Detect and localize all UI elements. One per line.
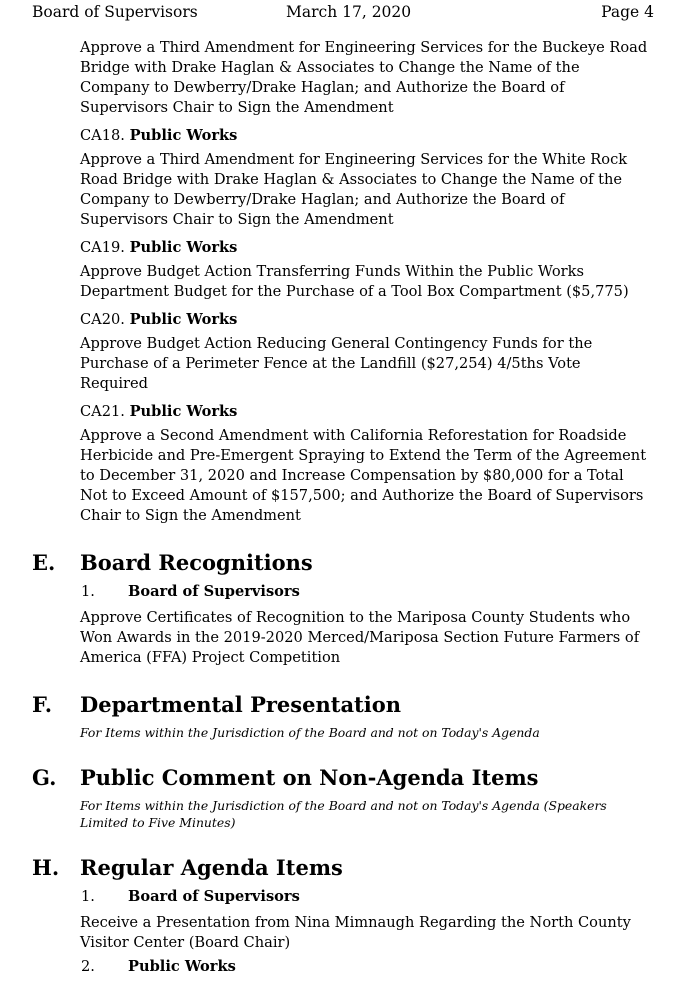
agenda-item-title: Board of Supervisors [128, 583, 300, 600]
section-letter: H. [32, 855, 60, 880]
agenda-item-number: 2. [81, 958, 95, 975]
agenda-item-number: 1. [81, 583, 95, 600]
consent-item-heading [80, 126, 652, 146]
consent-item-dept: Public Works [129, 127, 238, 144]
section-letter: G. [32, 765, 57, 790]
consent-item-heading [80, 238, 652, 258]
agenda-item-title: Board of Supervisors [128, 888, 300, 905]
consent-item-code: CA19. [80, 239, 125, 256]
agenda-item-number: 1. [81, 888, 95, 905]
agenda-item-title: Public Works [128, 958, 236, 975]
section-title: Regular Agenda Items [80, 855, 343, 880]
section-letter: E. [32, 550, 56, 575]
agenda-item-heading [0, 582, 680, 602]
consent-item-heading [80, 402, 652, 422]
agenda-content [0, 38, 680, 983]
consent-item-text: Approve a Second Amendment with California Reforestation for Roadside Herbicide and Pre-Emergent Spraying to Extend the Term of the Agreement to December 31, 2020 and Increase Compensation by $80,000 for a Total Not to Exceed Amount of $157,500; and Authorize the Board of Supervisors Chair to Sign the Amendment [80, 427, 647, 524]
consent-item-code: CA18. [80, 127, 125, 144]
agenda-item-text: Receive a Presentation from Nina Mimnaugh Regarding the North County Visitor Center (Board Chair) [80, 914, 631, 951]
header-org: Board of Supervisors [32, 3, 198, 21]
section-letter: F. [32, 692, 53, 717]
section-heading-h [0, 853, 680, 883]
section-heading-f [0, 690, 680, 720]
consent-item-dept: Public Works [129, 403, 238, 420]
consent-item-text: Approve Budget Action Reducing General Contingency Funds for the Purchase of a Perimeter Fence at the Landfill ($27,254) 4/5ths Vote Required [80, 335, 593, 392]
consent-item-dept: Public Works [129, 311, 238, 328]
consent-item-heading [80, 310, 652, 330]
consent-item-dept: Public Works [129, 239, 238, 256]
section-heading-e [0, 548, 680, 578]
consent-item-text: Approve Budget Action Transferring Funds Within the Public Works Department Budget for the Purchase of a Tool Box Compartment ($5,775) [80, 263, 629, 300]
consent-item-code: CA20. [80, 311, 125, 328]
header-date: March 17, 2020 [286, 3, 412, 21]
section-title: Board Recognitions [80, 550, 313, 575]
consent-item-text: Approve a Third Amendment for Engineering Services for the White Rock Road Bridge with Drake Haglan & Associates to Change the Name of the Company to Dewberry/Drake Haglan; and Authorize the Board of Supervisors Chair to Sign the Amendment [80, 151, 628, 228]
section-title: Departmental Presentation [80, 692, 401, 717]
page-header [32, 3, 654, 23]
section-heading-g [0, 763, 680, 793]
section-title: Public Comment on Non-Agenda Items [80, 765, 539, 790]
agenda-item-text: Approve Certificates of Recognition to the Mariposa County Students who Won Awards in the 2019-2020 Merced/Mariposa Section Future Farmers of America (FFA) Project Competition [80, 609, 640, 666]
consent-item-text: Approve a Third Amendment for Engineering Services for the Buckeye Road Bridge with Drake Haglan & Associates to Change the Name of the Company to Dewberry/Drake Haglan; and Authorize the Board of Supervisors Chair to Sign the Amendment [80, 39, 648, 116]
consent-item-code: CA21. [80, 403, 125, 420]
header-page-number: Page 4 [601, 3, 654, 21]
agenda-item-heading [0, 957, 680, 977]
section-note: For Items within the Jurisdiction of the Board and not on Today's Agenda (Speakers Limited to Five Minutes) [80, 798, 607, 830]
agenda-item-heading [0, 887, 680, 907]
section-note: For Items within the Jurisdiction of the Board and not on Today's Agenda [80, 725, 540, 740]
